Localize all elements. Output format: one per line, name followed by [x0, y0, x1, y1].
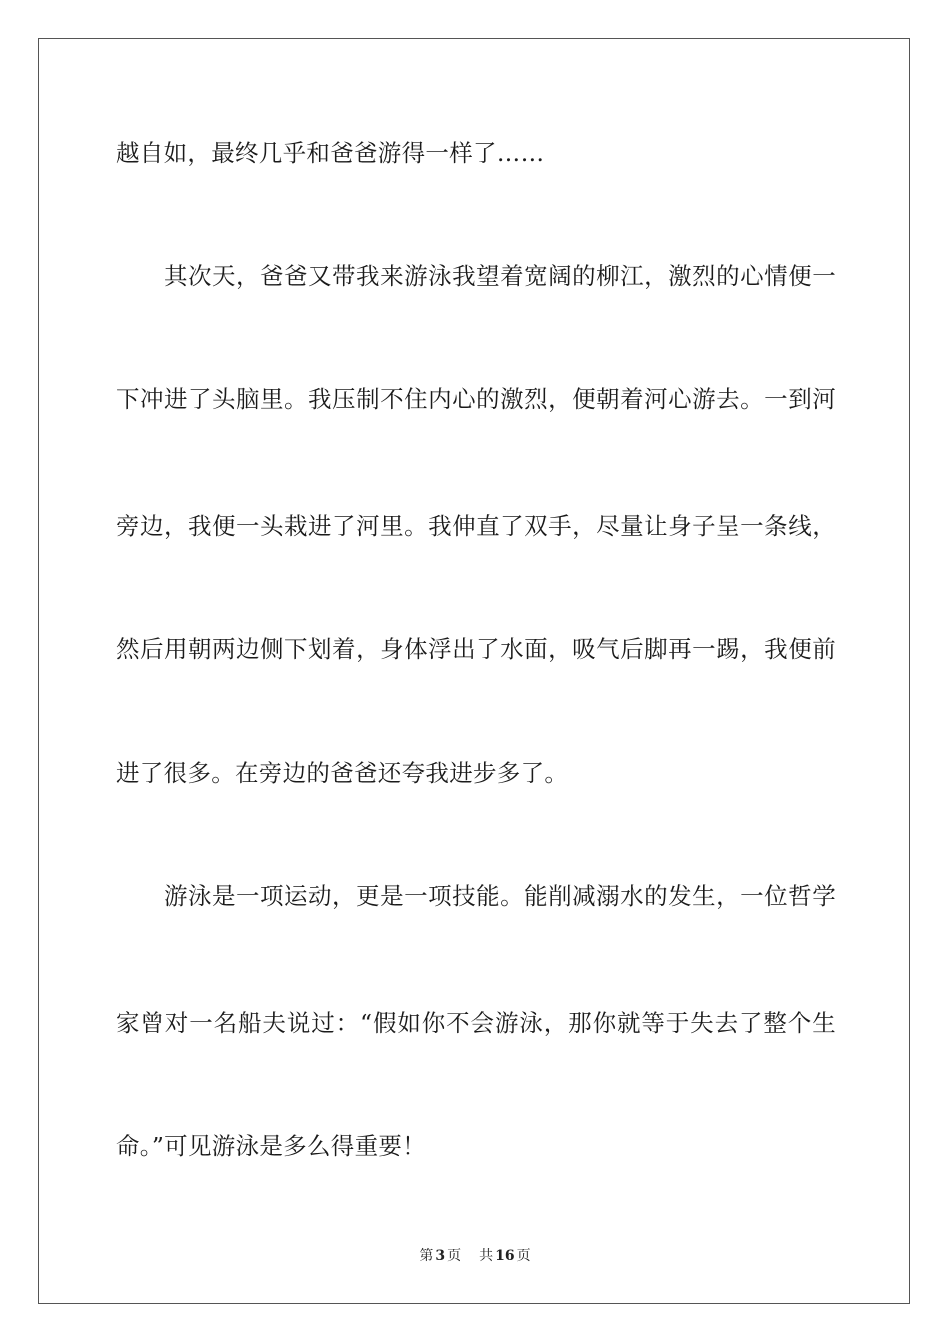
footer-total-pages: 16 [495, 1248, 515, 1264]
footer-page-suffix: 页 [447, 1248, 462, 1264]
footer-page-prefix: 第 [419, 1248, 434, 1264]
text-line-2-paragraph-start: 其次天，爸爸又带我来游泳我望着宽阔的柳江，激烈的心情便一 [164, 262, 836, 290]
text-line-8: 家曾对一名船夫说过：“假如你不会游泳，那你就等于失去了整个生 [116, 1009, 836, 1037]
text-line-1: 越自如，最终几乎和爸爸游得一样了…… [116, 139, 545, 167]
text-line-5: 然后用朝两边侧下划着，身体浮出了水面，吸气后脚再一踢，我便前 [116, 635, 836, 663]
text-line-7-paragraph-start: 游泳是一项运动，更是一项技能。能削减溺水的发生，一位哲学 [164, 882, 836, 910]
footer-total-suffix: 页 [516, 1248, 531, 1264]
page-frame [38, 38, 910, 1304]
text-line-3: 下冲进了头脑里。我压制不住内心的激烈，便朝着河心游去。一到河 [116, 385, 836, 413]
footer-total-prefix: 共 [479, 1248, 494, 1264]
footer-page-number: 3 [435, 1248, 446, 1264]
text-line-9: 命。”可见游泳是多么得重要！ [116, 1132, 426, 1160]
text-line-6: 进了很多。在旁边的爸爸还夸我进步多了。 [116, 759, 569, 787]
text-line-4: 旁边，我便一头栽进了河里。我伸直了双手，尽量让身子呈一条线， [116, 512, 836, 540]
page-footer [0, 1246, 950, 1266]
